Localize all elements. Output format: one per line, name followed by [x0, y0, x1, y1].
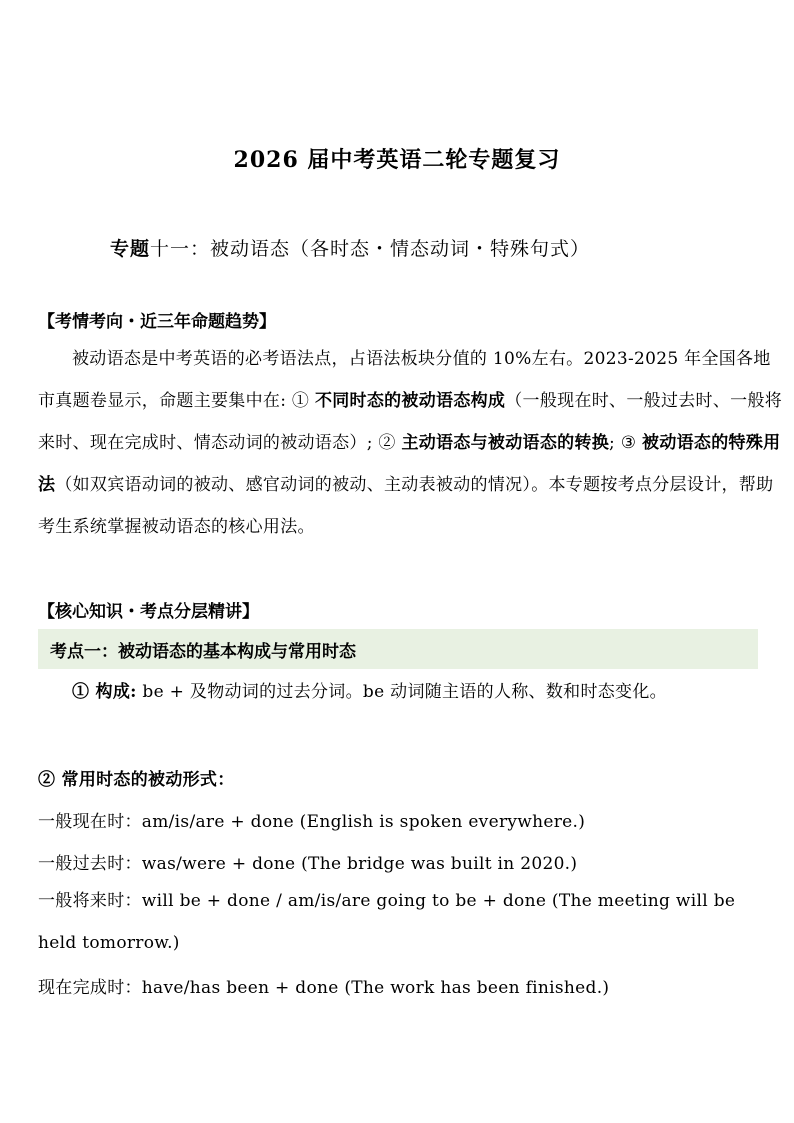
section-heading-trends: 【考情考向・近三年命题趋势】 — [38, 312, 276, 332]
tense-line-present: 一般现在时：am/is/are + done (English is spoken everywhere.) — [38, 812, 586, 832]
topic-subtitle — [110, 234, 770, 261]
subtitle-rest: 十一：被动语态（各时态・情态动词・特殊句式） — [150, 238, 591, 260]
document-title: 2026 届中考英语二轮专题复习 — [233, 147, 561, 173]
section-heading-core: 【核心知识・考点分层精讲】 — [38, 602, 259, 622]
key-point-band — [38, 629, 758, 669]
point-3: 被动语态的特殊用法 — [38, 433, 781, 495]
key-point-title: 考点一：被动语态的基本构成与常用时态 — [50, 641, 356, 662]
tense-line-past: 一般过去时：was/were + done (The bridge was built in 2020.) — [38, 854, 578, 874]
common-tenses-label: ② 常用时态的被动形式： — [38, 770, 235, 790]
tense-line-perfect: 现在完成时：have/has been + done (The work has been finished.) — [38, 978, 610, 998]
trends-paragraph: 被动语态是中考英语的必考语法点，占语法板块分值的 10%左右。2023-2025 年全国各地市真题卷显示，命题主要集中在: ① 不同时态的被动语态构成（一般现在时、一般过去时、一般将来时、现在完成时、情态动词的被动语态）; ② 主动语态与被动语态的转换; ③ 被动语态的特殊用法（如双宾语动词的被动、感官动词的被动、主动表被动的情况）。本专题按考点分层设计，帮助考生系统掌握被动语态的核心用法。 — [38, 349, 783, 537]
tense-line-future: 一般将来时：will be + done / am/is/are going to be + done (The meeting will be held tomorrow.) — [38, 891, 736, 953]
construct-paragraph — [38, 671, 783, 713]
construct-label: ① 构成: — [72, 682, 137, 702]
point-1: 不同时态的被动语态构成 — [314, 391, 506, 411]
point-2: 主动语态与被动语态的转换 — [401, 433, 610, 453]
construct-text: be + 及物动词的过去分词。be 动词随主语的人称、数和时态变化。 — [136, 682, 667, 702]
subtitle-bold: 专题 — [110, 238, 151, 260]
